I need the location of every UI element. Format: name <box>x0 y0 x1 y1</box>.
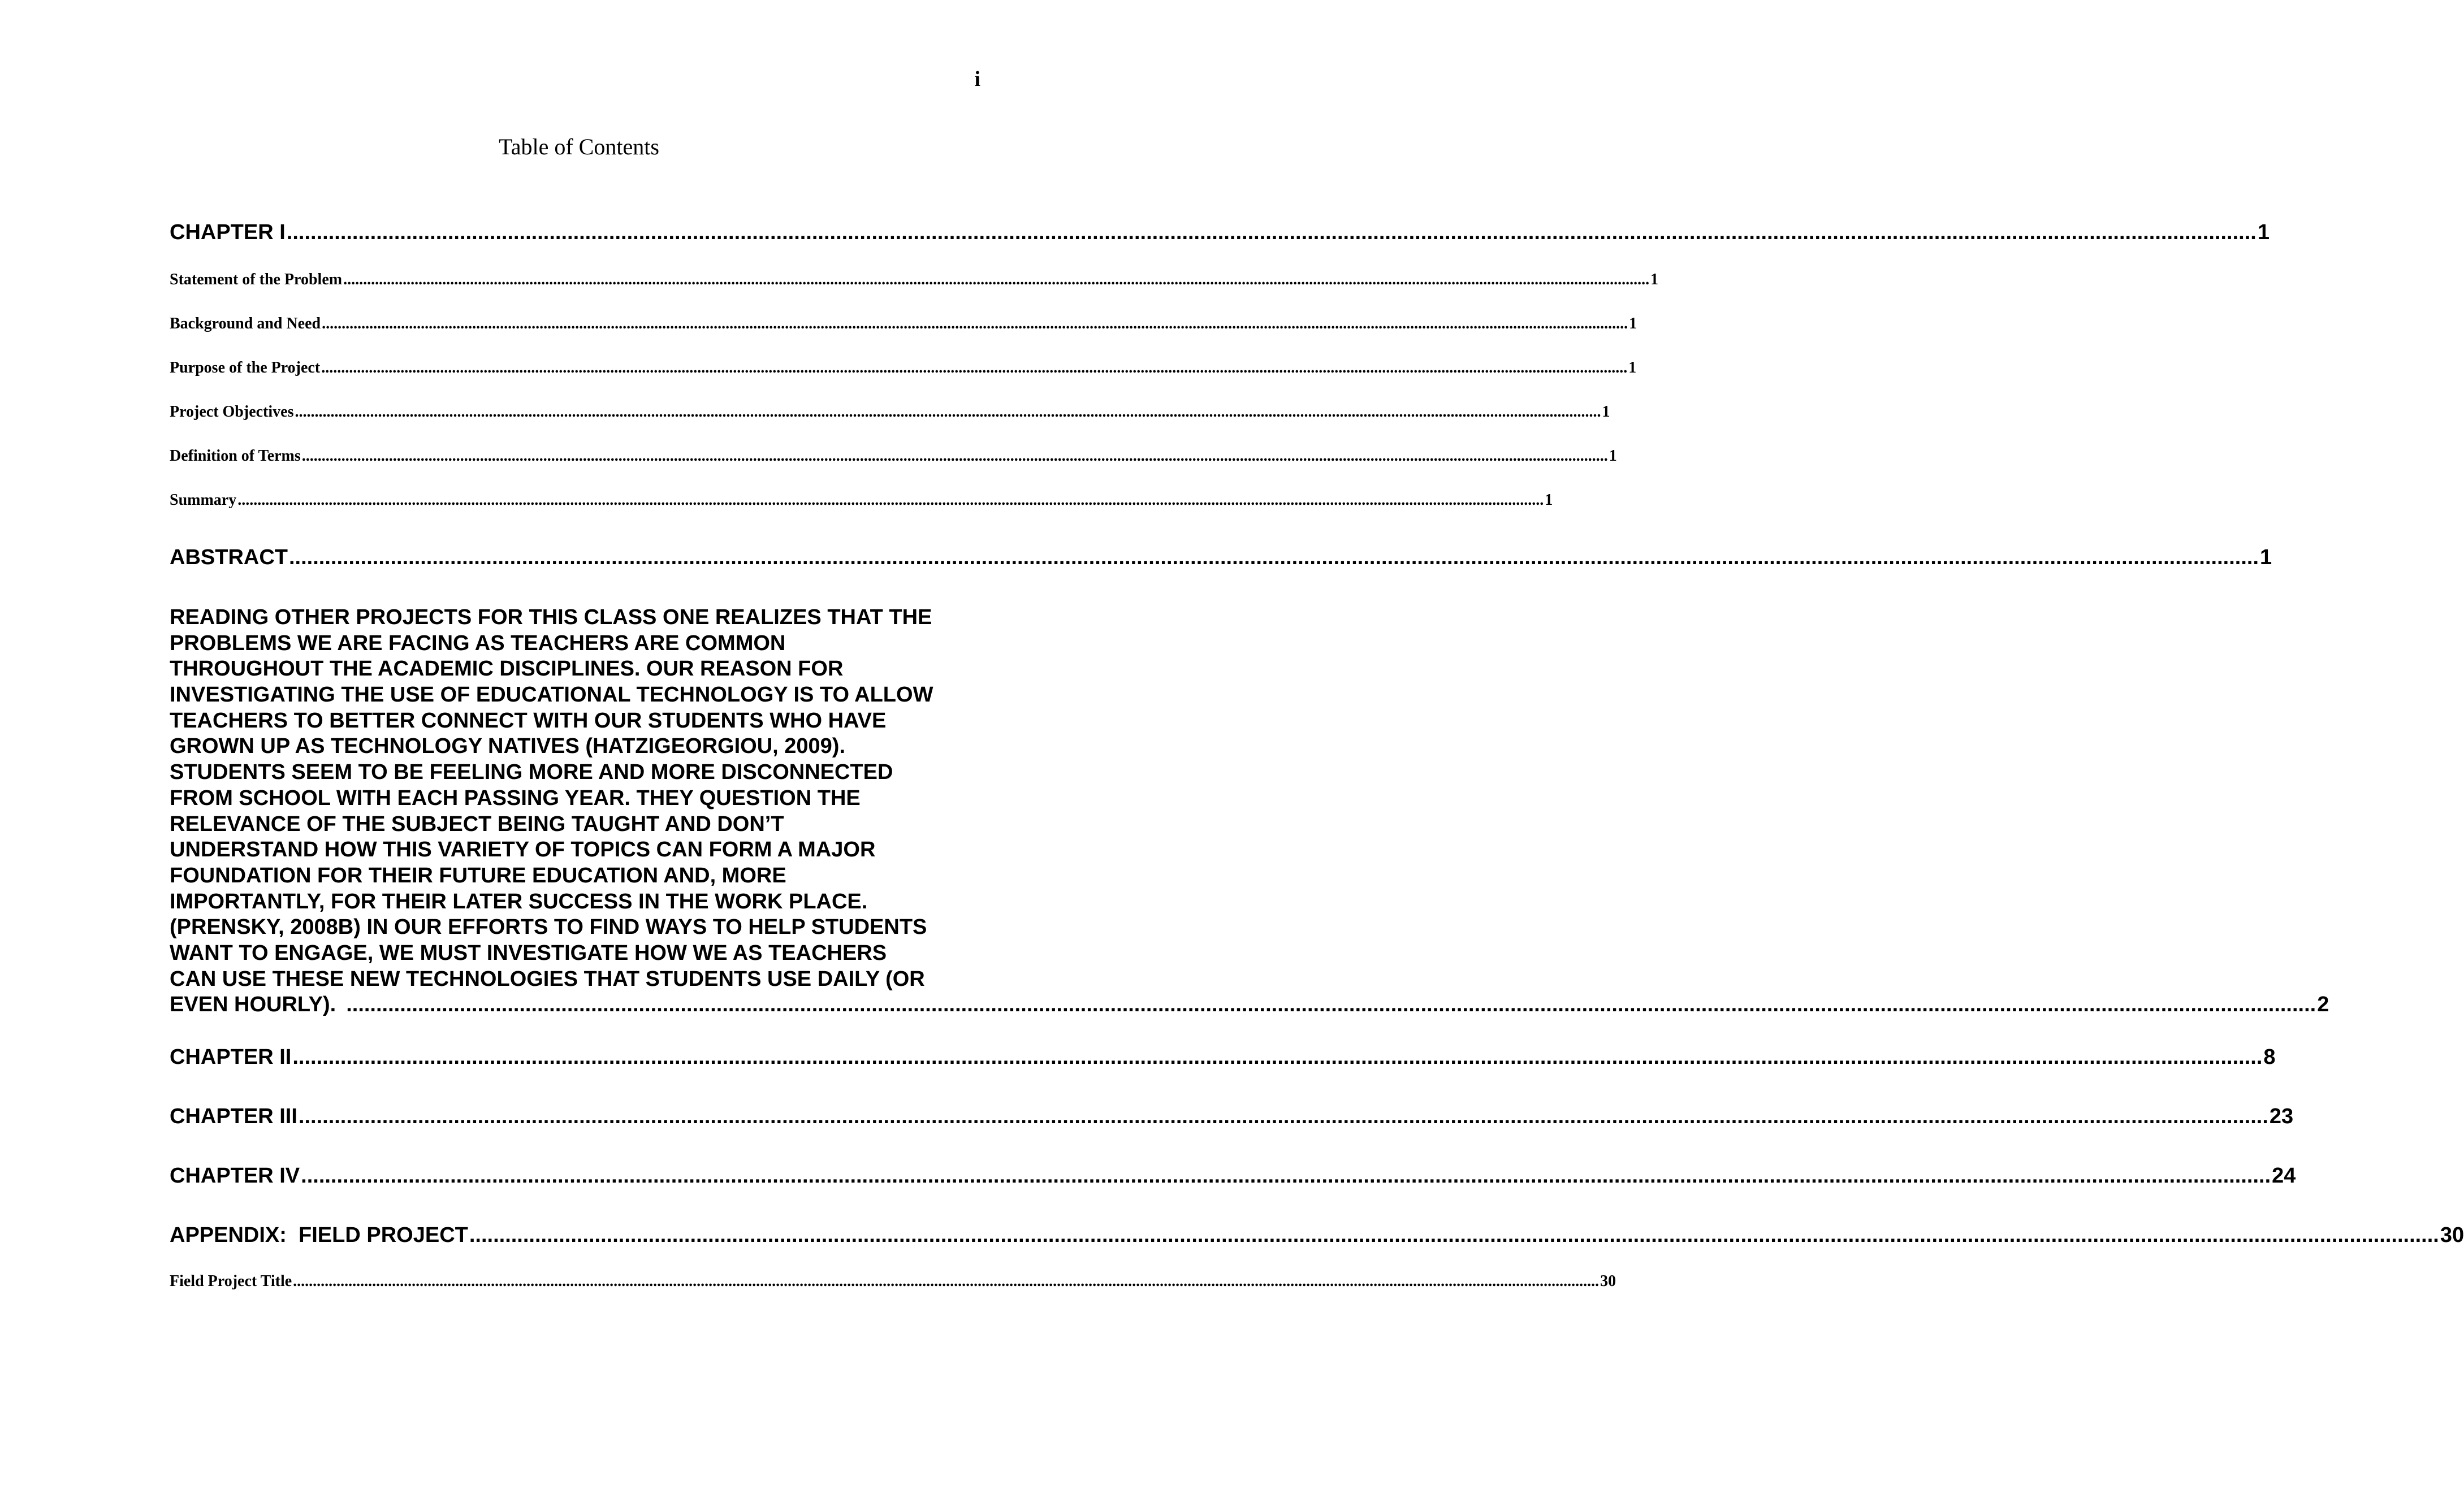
dot-leader: .......................................................................................................................................................................................................................................................................................................................................... <box>322 315 1628 332</box>
toc-entry-page: 1 <box>1545 491 1553 509</box>
toc-entry-statement-of-problem[interactable] <box>170 270 1659 289</box>
toc-entry-page: 1 <box>1650 271 1659 288</box>
dot-leader: .......................................................................................................................................................................................................................................................................................................................................... <box>343 271 1650 288</box>
abstract-text-line: IMPORTANTLY, FOR THEIR LATER SUCCESS IN THE WORK PLACE. <box>170 889 868 913</box>
toc-entry-abstract[interactable] <box>170 544 2272 570</box>
toc-entry-abstract-text[interactable] <box>170 605 2329 1018</box>
abstract-last-line <box>170 992 2329 1018</box>
abstract-text-line: THROUGHOUT THE ACADEMIC DISCIPLINES. OUR REASON FOR <box>170 657 844 681</box>
dot-leader: .......................................................................................................................................................................................................................................................................................................................................... <box>346 993 2316 1017</box>
toc-entry-page: 2 <box>2317 993 2329 1017</box>
abstract-text-line: INVESTIGATING THE USE OF EDUCATIONAL TECHNOLOGY IS TO ALLOW <box>170 683 933 707</box>
toc-entry-label: Summary <box>170 491 237 509</box>
toc-entry-page: 8 <box>2263 1045 2276 1069</box>
toc-entry-chapter-2[interactable] <box>170 1044 2276 1070</box>
abstract-text-line: PROBLEMS WE ARE FACING AS TEACHERS ARE COMMON <box>170 631 786 655</box>
toc-entry-purpose-of-project[interactable] <box>170 358 1637 378</box>
toc-entry-label: Purpose of the Project <box>170 359 321 376</box>
toc-entry-label: Project Objectives <box>170 403 294 421</box>
dot-leader: .......................................................................................................................................................................................................................................................................................................................................... <box>293 1272 1600 1290</box>
dot-leader: .......................................................................................................................................................................................................................................................................................................................................... <box>237 491 1544 509</box>
toc-entry-summary[interactable] <box>170 491 1553 510</box>
toc-entry-label: Statement of the Problem <box>170 271 343 288</box>
toc-entry-chapter-1[interactable] <box>170 219 2270 245</box>
abstract-text-line: FROM SCHOOL WITH EACH PASSING YEAR. THEY QUESTION THE <box>170 786 861 810</box>
toc-entry-label: EVEN HOURLY). <box>170 993 336 1017</box>
toc-entry-page: 1 <box>1628 359 1637 376</box>
dot-leader: .......................................................................................................................................................................................................................................................................................................................................... <box>295 403 1601 421</box>
dot-leader: .......................................................................................................................................................................................................................................................................................................................................... <box>301 447 1608 465</box>
toc-entry-field-project-title[interactable] <box>170 1272 1616 1291</box>
toc-entry-chapter-3[interactable] <box>170 1103 2294 1129</box>
toc-entry-page: 1 <box>1609 447 1617 465</box>
dot-leader: .......................................................................................................................................................................................................................................................................................................................................... <box>469 1223 2439 1247</box>
dot-leader: .......................................................................................................................................................................................................................................................................................................................................... <box>298 1105 2268 1128</box>
dot-leader: .......................................................................................................................................................................................................................................................................................................................................... <box>288 545 2259 569</box>
page-number: i <box>974 67 980 91</box>
abstract-text-line: READING OTHER PROJECTS FOR THIS CLASS ONE REALIZES THAT THE <box>170 605 932 629</box>
toc-entry-appendix[interactable] <box>170 1222 2464 1248</box>
toc-entry-page: 1 <box>1629 315 1637 332</box>
toc-entry-label: CHAPTER IV <box>170 1164 300 1188</box>
toc-entry-chapter-4[interactable] <box>170 1163 2296 1189</box>
toc-entry-label: Field Project Title <box>170 1272 292 1290</box>
toc-entry-definition-of-terms[interactable] <box>170 447 1617 466</box>
toc-entry-label: CHAPTER III <box>170 1105 297 1128</box>
dot-leader: .......................................................................................................................................................................................................................................................................................................................................... <box>286 220 2256 244</box>
toc-entry-page: 1 <box>2260 545 2272 569</box>
dot-leader: .......................................................................................................................................................................................................................................................................................................................................... <box>301 1164 2271 1188</box>
toc-entry-project-objectives[interactable] <box>170 402 1610 422</box>
toc-entry-label: Background and Need <box>170 315 321 332</box>
toc-entry-page: 1 <box>1602 403 1610 421</box>
toc-entry-page: 24 <box>2272 1164 2296 1188</box>
toc-entry-label: APPENDIX: FIELD PROJECT <box>170 1223 468 1247</box>
toc-entry-page: 23 <box>2269 1105 2294 1128</box>
toc-entry-page: 1 <box>2257 220 2270 244</box>
toc-entry-label: CHAPTER I <box>170 220 286 244</box>
toc-entry-label: CHAPTER II <box>170 1045 292 1069</box>
toc-entry-page: 30 <box>1600 1272 1616 1290</box>
abstract-text-line: STUDENTS SEEM TO BE FEELING MORE AND MORE DISCONNECTED <box>170 760 893 785</box>
dot-leader: .......................................................................................................................................................................................................................................................................................................................................... <box>321 359 1628 376</box>
dot-leader: .......................................................................................................................................................................................................................................................................................................................................... <box>292 1045 2263 1069</box>
abstract-text-line: WANT TO ENGAGE, WE MUST INVESTIGATE HOW WE AS TEACHERS <box>170 941 887 965</box>
abstract-text-line: (PRENSKY, 2008B) IN OUR EFFORTS TO FIND WAYS TO HELP STUDENTS <box>170 915 927 940</box>
abstract-text-line: RELEVANCE OF THE SUBJECT BEING TAUGHT AND DON’T <box>170 812 784 836</box>
abstract-text-line: FOUNDATION FOR THEIR FUTURE EDUCATION AND, MORE <box>170 863 786 887</box>
abstract-text-line: CAN USE THESE NEW TECHNOLOGIES THAT STUDENTS USE DAILY (OR <box>170 967 925 991</box>
page-title: Table of Contents <box>499 134 659 159</box>
abstract-text-line: GROWN UP AS TECHNOLOGY NATIVES (HATZIGEORGIOU, 2009). <box>170 734 846 759</box>
toc-entry-label: ABSTRACT <box>170 545 288 569</box>
toc-entry-page: 30 <box>2440 1223 2464 1247</box>
abstract-text-line: UNDERSTAND HOW THIS VARIETY OF TOPICS CAN FORM A MAJOR <box>170 838 876 862</box>
abstract-text-line: TEACHERS TO BETTER CONNECT WITH OUR STUDENTS WHO HAVE <box>170 708 887 733</box>
toc-entry-label: Definition of Terms <box>170 447 301 465</box>
toc-entry-background-and-need[interactable] <box>170 314 1637 334</box>
